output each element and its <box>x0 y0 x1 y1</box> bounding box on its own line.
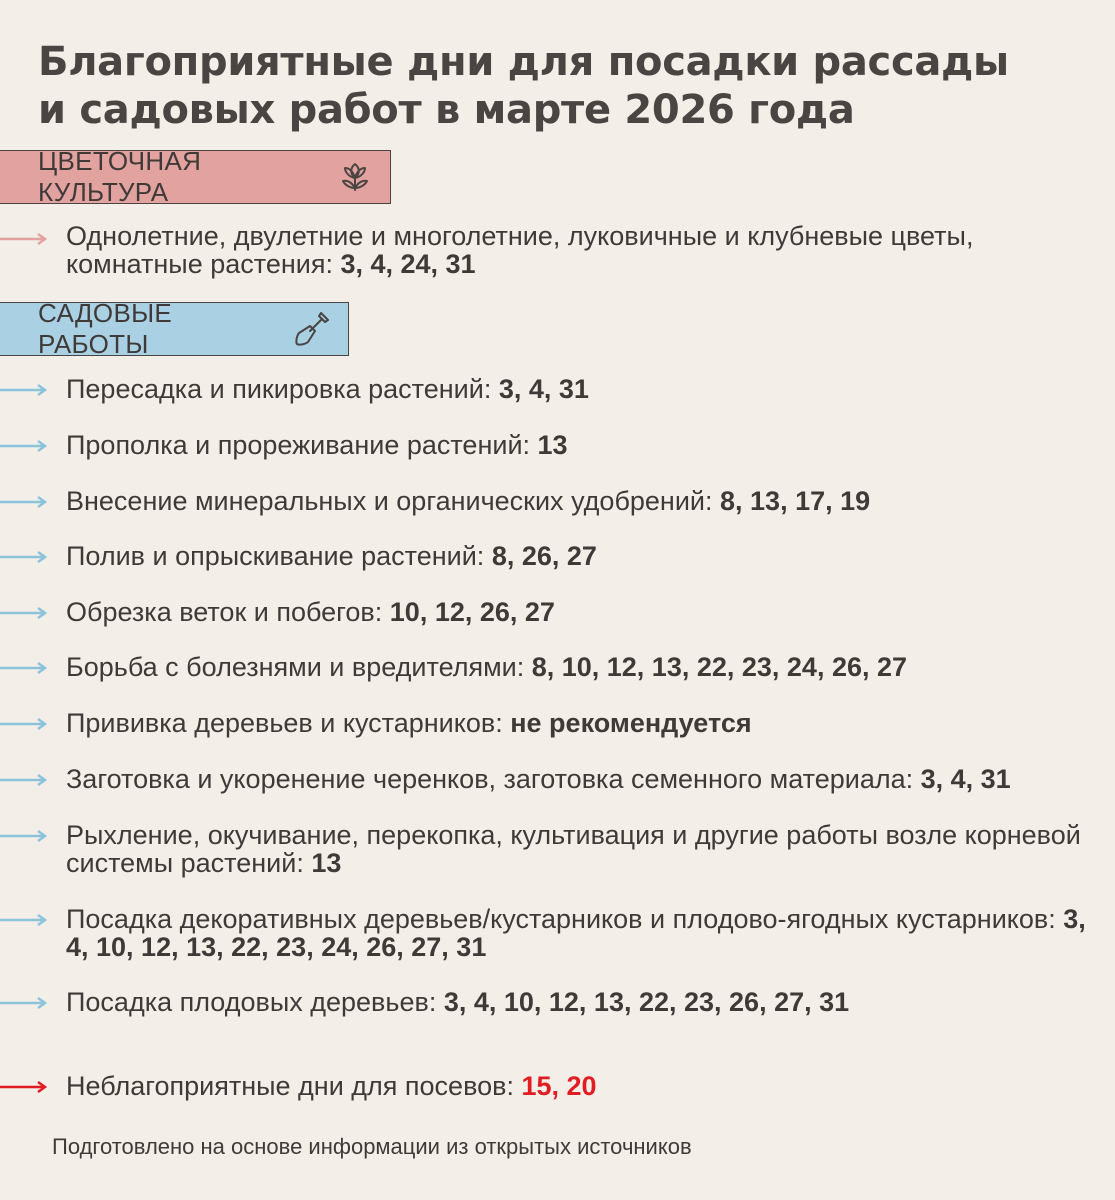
item-days: 13 <box>311 848 342 878</box>
item-description: Посадка декоративных деревьев/кустарников и плодово-ягодных кустарников: <box>66 904 1064 934</box>
arrow-right-icon <box>0 773 48 787</box>
item-days: 3, 4, 10, 12, 13, 22, 23, 24, 26, 27, 31 <box>66 904 1086 962</box>
flower-item-text <box>66 222 1096 278</box>
flower-section-label: ЦВЕТОЧНАЯ КУЛЬТУРА <box>38 146 202 207</box>
item-days: 3, 4, 10, 12, 13, 22, 23, 26, 27, 31 <box>443 987 850 1017</box>
footer-note: Подготовлено на основе информации из открытых источников <box>52 1134 692 1159</box>
garden-item-text <box>66 765 1096 793</box>
item-days: 8, 10, 12, 13, 22, 23, 24, 26, 27 <box>531 652 908 682</box>
garden-item-text <box>66 375 1096 403</box>
garden-item-text <box>66 709 1096 737</box>
garden-section-label: САДОВЫЕ РАБОТЫ <box>38 298 173 359</box>
garden-item-text <box>66 487 1096 515</box>
item-days: 3, 4, 24, 31 <box>340 249 476 279</box>
garden-item-text <box>66 542 1096 570</box>
arrow-right-icon <box>0 495 48 509</box>
arrow-right-icon <box>0 1080 48 1094</box>
item-days: 10, 12, 26, 27 <box>389 597 555 627</box>
item-description: Пересадка и пикировка растений: <box>66 374 499 404</box>
garden-item-text <box>66 653 1096 681</box>
garden-item-text <box>66 598 1096 626</box>
item-days: 13 <box>537 430 568 460</box>
item-description: Посадка плодовых деревьев: <box>66 987 444 1017</box>
garden-item-text <box>66 431 1096 459</box>
title-line-1: Благоприятные дни для посадки рассады <box>38 39 1009 85</box>
arrow-right-icon <box>0 661 48 675</box>
arrow-right-icon <box>0 996 48 1010</box>
arrow-right-icon <box>0 232 48 246</box>
flower-icon <box>336 157 374 197</box>
item-description: Однолетние, двулетние и многолетние, луковичные и клубневые цветы, комнатные растения: <box>66 221 974 279</box>
arrow-right-icon <box>0 550 48 564</box>
arrow-right-icon <box>0 606 48 620</box>
garden-section-badge <box>0 298 349 359</box>
item-days: 3, 4, 31 <box>498 374 589 404</box>
item-description: Борьба с болезнями и вредителями: <box>66 652 532 682</box>
unfavorable-days: 15, 20 <box>521 1071 597 1101</box>
item-description: Полив и опрыскивание растений: <box>66 541 492 571</box>
garden-item-text <box>66 988 1096 1016</box>
title-line-2: и садовых работ в марте 2026 года <box>38 87 855 133</box>
item-description: Рыхление, окучивание, перекопка, культивация и другие работы возле корневой системы растений: <box>66 820 1081 878</box>
unfavorable-text <box>66 1072 1096 1100</box>
item-days: 8, 13, 17, 19 <box>720 486 871 516</box>
item-description: Прополка и прореживание растений: <box>66 430 538 460</box>
item-description: Прививка деревьев и кустарников: <box>66 708 511 738</box>
item-days: 3, 4, 31 <box>920 764 1011 794</box>
arrow-right-icon <box>0 829 48 843</box>
item-description: Внесение минеральных и органических удобрений: <box>66 486 721 516</box>
garden-item-text <box>66 821 1096 877</box>
unfavorable-description: Неблагоприятные дни для посевов: <box>66 1071 522 1101</box>
arrow-right-icon <box>0 383 48 397</box>
page-title <box>38 38 1088 134</box>
arrow-right-icon <box>0 717 48 731</box>
item-days: 8, 26, 27 <box>491 541 597 571</box>
garden-item-text <box>66 905 1096 961</box>
arrow-right-icon <box>0 913 48 927</box>
arrow-right-icon <box>0 439 48 453</box>
shovel-icon <box>292 309 332 349</box>
flower-section-badge <box>0 146 391 207</box>
item-days: не рекомендуется <box>510 708 752 738</box>
item-description: Обрезка веток и побегов: <box>66 597 390 627</box>
item-description: Заготовка и укоренение черенков, заготовка семенного материала: <box>66 764 921 794</box>
